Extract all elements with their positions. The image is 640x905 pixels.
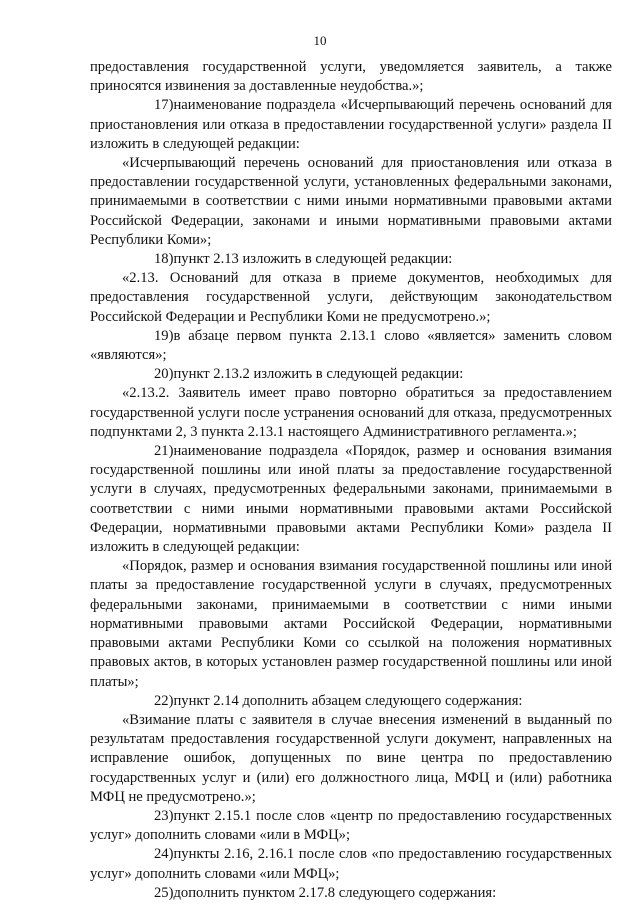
paragraph [90, 365, 612, 384]
page-number: 10 [313, 33, 327, 48]
paragraph [90, 845, 612, 883]
paragraph-text: предоставления государственной услуги, уведомляется заявитель, а также приносятся извинения за доставленные неудобства.»; [90, 59, 612, 95]
item-number: 18) [154, 251, 174, 268]
paragraph-text: «Исчерпывающий перечень оснований для приостановления или отказа в предоставлении государственной услуги, установленных федеральными законами, принимаемыми в соответствии с ними иными нормативными правовыми актами Российской Федерации, законами и иными нормативными правовыми актами Республики Коми»; [90, 155, 612, 248]
item-number: 20) [154, 366, 174, 383]
paragraph-text: наименование подраздела «Порядок, размер и основания взимания государственной пошлины или иной платы за предоставление государственной услуги в случаях, предусмотренных федеральными законами, принимаемыми в соответствии с ними иными нормативными правовыми актами Российской Федерации, нормативными правовыми актами Республики Коми» раздела II изложить в следующей редакции: [90, 443, 612, 556]
paragraph-text: «2.13. Оснований для отказа в приеме документов, необходимых для предоставления государственной услуги, действующим законодательством Российской Федерации и Республики Коми не предусмотрено.»; [90, 270, 612, 325]
paragraph-text: пункт 2.13 изложить в следующей редакции: [173, 251, 453, 268]
paragraph [90, 154, 612, 250]
paragraph-text: в абзаце первом пункта 2.13.1 слово «является» заменить словом «являются»; [90, 327, 612, 364]
paragraph-text: «Взимание платы с заявителя в случае внесения изменений в выданный по результатам предоставления государственной услуги документ, направленных на исправление ошибок, допущенных по вине центра по предоставлению государственных услуг и (или) его должностного лица, МФЦ и (или) работника МФЦ не предусмотрено.»; [90, 711, 612, 805]
paragraph [90, 250, 612, 269]
paragraph-text: пункты 2.16, 2.16.1 после слов «по предоставлению государственных услуг» дополнить словами «или МФЦ»; [90, 846, 612, 882]
paragraph [90, 269, 612, 327]
paragraph-text: дополнить пунктом 2.17.8 следующего содержания: [173, 884, 497, 901]
paragraph-text: пункт 2.15.1 после слов «центр по предоставлению государственных услуг» дополнить словами «или в МФЦ»; [90, 807, 612, 844]
paragraph [90, 557, 612, 691]
paragraph [90, 384, 612, 442]
item-number: 19) [154, 327, 174, 344]
paragraph [90, 711, 612, 807]
paragraph-text: «Порядок, размер и основания взимания государственной пошлины или иной платы за предоставление государственной услуги в случаях, предусмотренных федеральными законами, принимаемыми в соответствии с ними иными нормативными правовыми актами Российской Федерации, нормативными правовыми актами Республики Коми со ссылкой на положения нормативных правовых актов, в которых установлен размер государственной пошлины или иной платы»; [90, 558, 612, 690]
item-number: 25) [154, 884, 174, 901]
paragraph [90, 442, 612, 557]
item-number: 22) [154, 692, 174, 709]
item-number: 17) [154, 97, 174, 114]
paragraph [90, 96, 612, 154]
paragraph-text: пункт 2.14 дополнить абзацем следующего содержания: [173, 692, 523, 709]
paragraph-text: наименование подраздела «Исчерпывающий перечень оснований для приостановления или отказа в предоставлении государственной услуги» раздела II изложить в следующей редакции: [90, 97, 612, 152]
item-number: 23) [154, 807, 174, 824]
paragraph [90, 327, 612, 365]
paragraph [90, 692, 612, 711]
document-body [90, 58, 612, 903]
item-number: 21) [154, 443, 174, 460]
paragraph [90, 58, 612, 96]
paragraph [90, 807, 612, 845]
paragraph-text: «2.13.2. Заявитель имеет право повторно обратиться за предоставлением государственной услуги после устранения оснований для отказа, предусмотренных подпунктами 2, 3 пункта 2.13.1 настоящего Административного регламента.»; [90, 385, 612, 440]
paragraph [90, 884, 612, 903]
paragraph-text: пункт 2.13.2 изложить в следующей редакции: [173, 366, 464, 383]
item-number: 24) [154, 846, 174, 863]
